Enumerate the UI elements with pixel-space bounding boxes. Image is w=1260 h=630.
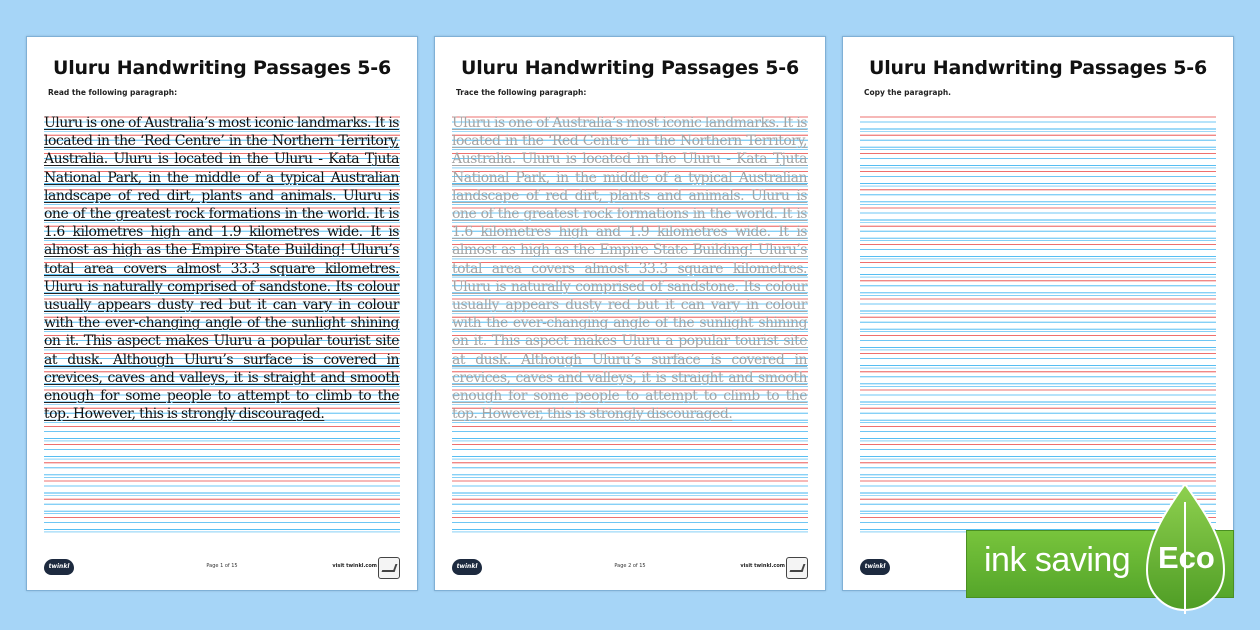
ink-saving-label: ink saving (984, 541, 1131, 579)
visit-link: visit twinkl.com (332, 563, 377, 569)
instruction-text: Copy the paragraph. (864, 88, 952, 97)
page-number: Page 1 of 15 (206, 563, 238, 569)
twinkl-logo: twinkl (44, 559, 74, 575)
worksheet-page-2 (434, 36, 826, 591)
instruction-text: Read the following paragraph: (48, 88, 178, 97)
instruction-text: Trace the following paragraph: (456, 88, 587, 97)
page-title: Uluru Handwriting Passages 5-6 (460, 57, 799, 79)
page-footer (27, 556, 417, 580)
page-footer (435, 556, 825, 580)
worksheet-page-1 (26, 36, 418, 591)
trace-passage-text: Uluru is one of Australia’s most iconic landmarks. It is located in the ‘Red Centre’ in the Northern Territory, Australia. Uluru is located in the Uluru - Kata Tjuta National Park, in the middle of a typical Australian landscape of red dirt, plants and animals. Uluru is one of the greatest rock formations in the world. It is 1.6 kilometres high and 1.9 kilometres wide. It is almost as high as the Empire State Building! Uluru’s total area covers almost 33.3 square kilometres. Uluru is naturally comprised of sandstone. Its colour usually appears dusty red but it can vary in colour with the ever-changing angle of the sunlight shining on it. This aspect makes Uluru a popular tourist site at dusk. Although Uluru’s surface is covered in crevices, caves and valleys, it is straight and smooth enough for some people to attempt to climb to the top. However, this is strongly discouraged. (452, 115, 807, 423)
twinkl-logo: twinkl (452, 559, 482, 575)
quality-badge-icon (786, 557, 808, 579)
twinkl-logo: twinkl (860, 559, 890, 575)
page-number: Page 2 of 15 (614, 563, 646, 569)
visit-link: visit twinkl.com (740, 563, 785, 569)
eco-label: Eco (1158, 540, 1215, 575)
quality-badge-icon (378, 557, 400, 579)
passage-text: Uluru is one of Australia’s most iconic landmarks. It is located in the ‘Red Centre’ in the Northern Territory, Australia. Uluru is located in the Uluru - Kata Tjuta National Park, in the middle of a typical Australian landscape of red dirt, plants and animals. Uluru is one of the greatest rock formations in the world. It is 1.6 kilometres high and 1.9 kilometres wide. It is almost as high as the Empire State Building! Uluru’s total area covers almost 33.3 square kilometres. Uluru is naturally comprised of sandstone. Its colour usually appears dusty red but it can vary in colour with the ever-changing angle of the sunlight shining on it. This aspect makes Uluru a popular tourist site at dusk. Although Uluru’s surface is covered in crevices, caves and valleys, it is straight and smooth enough for some people to attempt to climb to the top. However, this is strongly discouraged. (44, 115, 399, 423)
page-title: Uluru Handwriting Passages 5-6 (52, 57, 391, 79)
page-title: Uluru Handwriting Passages 5-6 (868, 57, 1207, 79)
